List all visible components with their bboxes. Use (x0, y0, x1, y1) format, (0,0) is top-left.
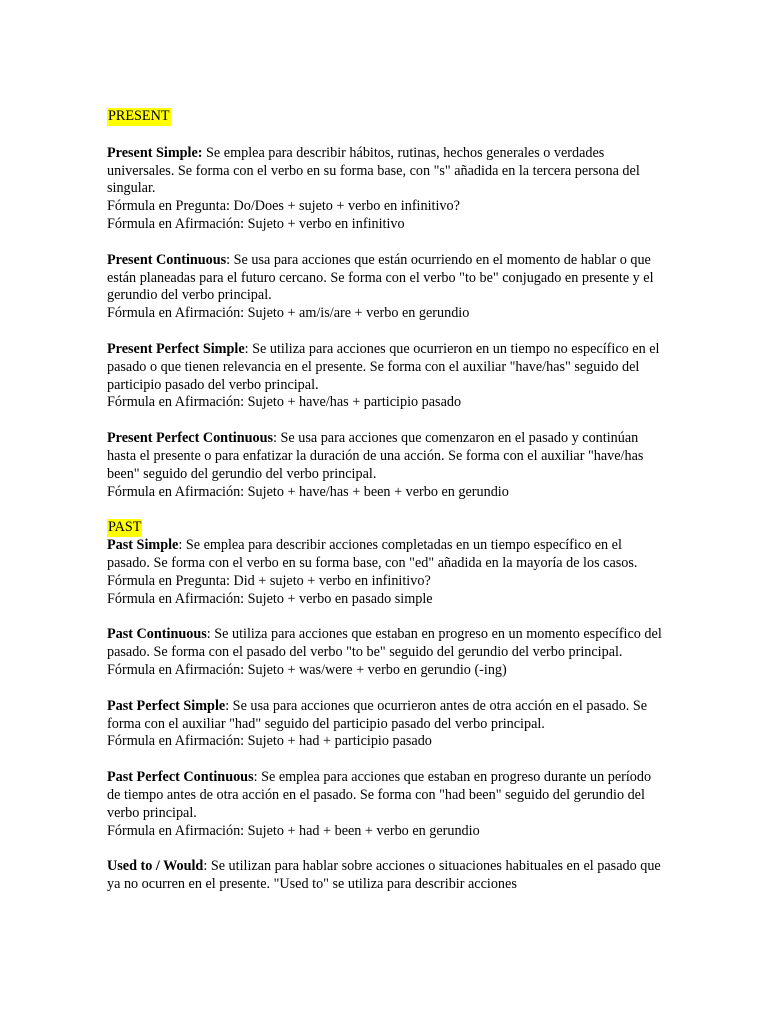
entry-present-perfect-continuous (107, 430, 663, 501)
formula-line: Fórmula en Afirmación: Sujeto + have/has + been + verbo en gerundio (107, 483, 509, 500)
entry-text: : Se utiliza para acciones que estaban en progreso en un momento específico del pasado. Se forma con el pasado del verbo "to be" seguido del gerundio del verbo principal. (107, 626, 662, 661)
formula-line: Fórmula en Pregunta: Did + sujeto + verbo en infinitivo? (107, 572, 431, 589)
formula-line: Fórmula en Afirmación: Sujeto + am/is/are + verbo en gerundio (107, 305, 470, 322)
formula-line: Fórmula en Afirmación: Sujeto + had + been + verbo en gerundio (107, 822, 480, 839)
entry-description (107, 769, 663, 822)
section-present (107, 108, 663, 501)
formula-line: Fórmula en Afirmación: Sujeto + was/were + verbo en gerundio (-ing) (107, 661, 507, 678)
entry-text: : Se utilizan para hablar sobre acciones o situaciones habituales en el pasado que ya no ocurren en el presente. "Used to" se utiliza para describir acciones (107, 858, 661, 893)
formula-line: Fórmula en Pregunta: Do/Does + sujeto + verbo en infinitivo? (107, 198, 460, 215)
entry-term: Present Perfect Simple (107, 340, 245, 357)
entry-description (107, 252, 663, 305)
entry-description (107, 430, 663, 483)
entry-term: Used to / Would (107, 858, 204, 875)
entry-present-simple (107, 145, 663, 234)
entry-description (107, 698, 663, 734)
entry-term: Present Continuous (107, 251, 227, 268)
entry-description (107, 537, 663, 573)
entry-text: : Se usa para acciones que ocurrieron antes de otra acción en el pasado. Se forma con el auxiliar "had" seguido del participio pasado del verbo principal. (107, 697, 648, 732)
formula-line: Fórmula en Afirmación: Sujeto + verbo en infinitivo (107, 215, 405, 232)
formula-line: Fórmula en Afirmación: Sujeto + had + participio pasado (107, 733, 432, 750)
section-heading-past: PAST (108, 519, 142, 536)
section-past (107, 501, 663, 894)
entry-past-perfect-continuous (107, 769, 663, 840)
entry-text: : Se utiliza para acciones que ocurrieron en un tiempo no específico en el pasado o que tienen relevancia en el presente. Se forma con el auxiliar "have/has" seguido del participio pasado del verbo principal. (107, 340, 660, 393)
entry-text: Se emplea para describir hábitos, rutinas, hechos generales o verdades universales. Se forma con el verbo en su forma base, con "s" añadida en la tercera persona del singular. (107, 144, 640, 197)
entry-term: Past Perfect Continuous (107, 769, 254, 786)
section-heading-present: PRESENT (108, 108, 170, 124)
entry-text: : Se emplea para describir acciones completadas en un tiempo específico en el pasado. Se forma con el verbo en su forma base, con "ed" añadida en la mayoría de los casos. (107, 537, 638, 571)
entry-term: Present Perfect Continuous (107, 430, 274, 447)
entry-text: : Se usa para acciones que comenzaron en el pasado y continúan hasta el presente o para enfatizar la duración de una acción. Se forma con el auxiliar "have/has been" seguido del gerundio del verbo principal. (107, 430, 644, 482)
entry-present-perfect-simple (107, 341, 663, 412)
entry-term: Present Simple: (107, 144, 203, 161)
entry-used-to-would (107, 858, 663, 894)
entry-present-continuous (107, 252, 663, 323)
entry-past-simple (107, 537, 663, 608)
entry-term: Past Perfect Simple (107, 697, 226, 714)
entry-text: : Se emplea para acciones que estaban en progreso durante un período de tiempo antes de otra acción en el pasado. Se forma con "had been" seguido del gerundio del verbo principal. (107, 769, 652, 821)
entry-description (107, 145, 663, 198)
entry-past-continuous (107, 626, 663, 679)
entry-description (107, 341, 663, 394)
entry-term: Past Continuous (107, 626, 207, 643)
formula-line: Fórmula en Afirmación: Sujeto + have/has + participio pasado (107, 394, 462, 411)
document-page (107, 108, 663, 912)
formula-line: Fórmula en Afirmación: Sujeto + verbo en pasado simple (107, 590, 433, 607)
entry-text: : Se usa para acciones que están ocurriendo en el momento de hablar o que están planeadas para el futuro cercano. Se forma con el verbo "to be" conjugado en presente y el gerundio del verbo principal. (107, 251, 654, 304)
entry-description (107, 626, 663, 662)
entry-past-perfect-simple (107, 698, 663, 751)
entry-term: Past Simple (107, 537, 179, 554)
entry-description (107, 858, 663, 894)
